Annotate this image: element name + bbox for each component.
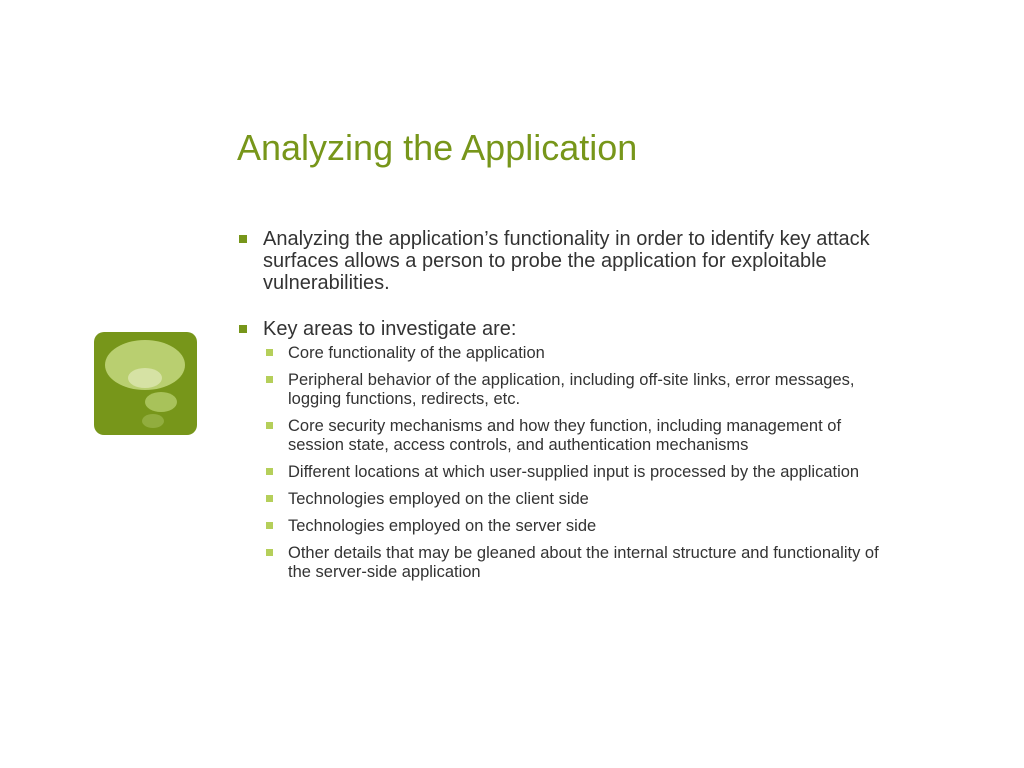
sub-bullet-text: Other details that may be gleaned about the internal structure and functionality of the server-side application <box>288 544 879 581</box>
sub-bullet-text: Core functionality of the application <box>288 344 545 362</box>
sub-bullet-item <box>263 490 898 509</box>
sub-bullet-list <box>263 344 898 582</box>
square-bullet-icon <box>266 422 273 429</box>
slide-body <box>238 228 898 590</box>
square-bullet-icon <box>266 495 273 502</box>
square-bullet-icon <box>266 549 273 556</box>
sub-bullet-item <box>263 517 898 536</box>
slide-title: Analyzing the Application <box>237 127 638 168</box>
sub-bullet-text: Technologies employed on the server side <box>288 517 597 535</box>
sub-bullet-item <box>263 544 898 582</box>
square-bullet-icon <box>266 376 273 383</box>
square-bullet-icon <box>239 325 247 333</box>
bullet-item <box>238 318 898 340</box>
bullet-text: Key areas to investigate are: <box>263 318 517 340</box>
sub-bullet-text: Peripheral behavior of the application, including off-site links, error messages, logging functions, redirects, etc. <box>288 371 855 408</box>
sub-bullet-item <box>263 417 898 455</box>
bullet-item <box>238 228 898 294</box>
sub-bullet-item <box>263 344 898 363</box>
square-bullet-icon <box>266 468 273 475</box>
sub-bullet-text: Technologies employed on the client side <box>288 490 589 508</box>
speech-bubbles-icon <box>94 332 197 435</box>
bullet-text: Analyzing the application’s functionality in order to identify key attack surfaces allows a person to probe the application for exploitable vulnerabilities. <box>263 228 870 294</box>
sub-bullet-item <box>263 463 898 482</box>
sub-bullet-text: Core security mechanisms and how they function, including management of session state, access controls, and authentication mechanisms <box>288 417 842 454</box>
square-bullet-icon <box>266 522 273 529</box>
sub-bullet-item <box>263 371 898 409</box>
square-bullet-icon <box>239 235 247 243</box>
sub-bullet-text: Different locations at which user-supplied input is processed by the application <box>288 463 860 481</box>
square-bullet-icon <box>266 349 273 356</box>
